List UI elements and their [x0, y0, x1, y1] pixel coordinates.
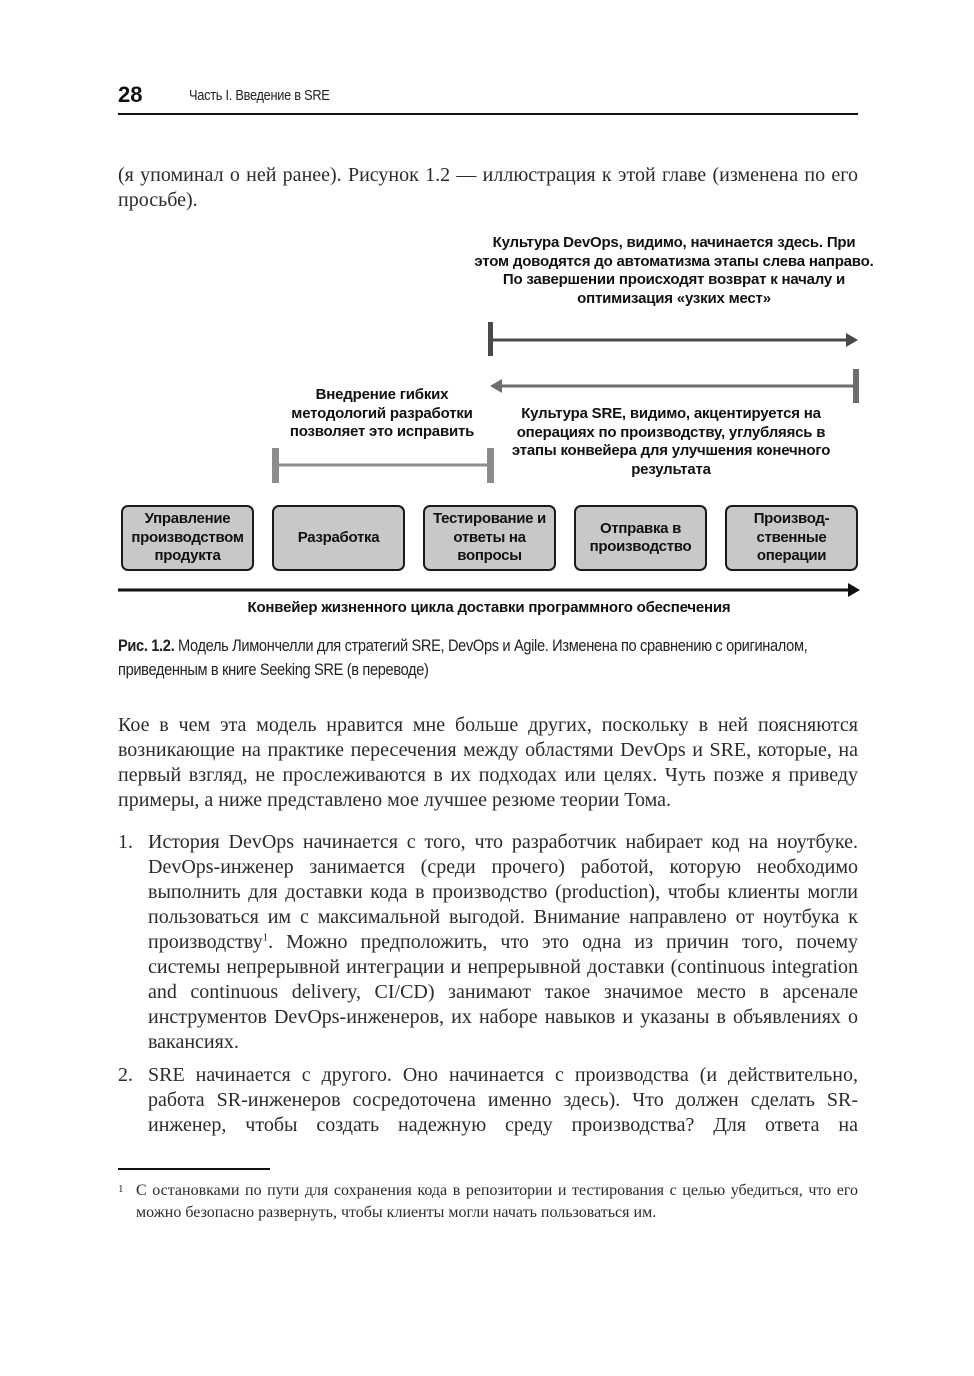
- header-rule: [118, 113, 858, 115]
- sre-arrow-head: [490, 379, 502, 393]
- agile-note: Внедрение гибких методологий разработки позволяет это исправить: [289, 386, 475, 440]
- list-text-part: . Можно предположить, что это одна из причин того, почему системы непрерывной интеграции и непрерывной доставки (continuous integration and continuous delivery, CI/CD) занимают такое значимое место в арсенале инструментов DevOps-инженеров, их наборе навыков и указаны в объявлениях о вакансиях.: [148, 931, 858, 1053]
- stage-development: [272, 505, 405, 571]
- list-number: 2.: [118, 1064, 133, 1086]
- footnote-ref[interactable]: 1: [262, 931, 269, 944]
- stage-product-management: [121, 505, 254, 571]
- stage-label: Управление производством продукта: [131, 510, 244, 565]
- devops-arrow-start-bar: [488, 322, 493, 356]
- running-title: Часть I. Введение в SRE: [189, 87, 330, 104]
- sre-note: Культура SRE, видимо, акцентируется на операциях по производству, углубляясь в этапы конвейера для улучшения конечного результата: [511, 405, 831, 478]
- stage-label: Тестирование и ответы на вопросы: [433, 510, 546, 565]
- intro-paragraph: (я упоминал о ней ранее). Рисунок 1.2 — иллюстрация к этой главе (изменена по его просьбе).: [118, 164, 858, 211]
- agile-bracket-right: [487, 448, 494, 483]
- stage-production-operations: [725, 505, 858, 571]
- list-text-part: История DevOps начинается с того, что разработчик набирает код на ноутбуке. DevOps-инженер занимается (среди прочего) работой, которую необходимо выполнить для доставки кода в производство (production), чтобы клиенты могли пользоваться им с максимальной выгодой. Внимание направлено от ноутбука к производству: [148, 831, 858, 953]
- agile-bracket: [272, 448, 494, 483]
- stage-label: Производ-ственные операции: [753, 510, 830, 565]
- figure-caption: [118, 634, 858, 682]
- list-number: 1.: [118, 831, 133, 853]
- caption-text: Модель Лимончелли для стратегий SRE, DevOps и Agile. Изменена по сравнению с оригиналом, приведенным в книге Seeking SRE (в переводе): [118, 636, 808, 679]
- list-text: SRE начинается с другого. Оно начинается с производства (и действительно, работа SR-инженеров сосредоточена именно здесь). Что должен сделать SR-инженер, чтобы создать надежную среду производства? Для ответа на: [148, 1064, 858, 1136]
- pipeline-arrow: [118, 583, 860, 597]
- devops-note: Культура DevOps, видимо, начинается здесь. При этом доводятся до автоматизма этапы слева направо. По завершении происходят возврат к началу и оптимизация «узких мест»: [474, 234, 874, 307]
- sre-arrow: [490, 369, 859, 403]
- footnote-text: С остановками по пути для сохранения кода в репозитории и тестирования с целью убедиться, что его можно безопасно развернуть, чтобы клиенты могли начать пользоваться им.: [136, 1182, 858, 1221]
- footnote-mark: 1: [118, 1183, 124, 1195]
- stage-label: Отправка в производство: [589, 519, 692, 555]
- agile-bracket-left: [272, 448, 279, 483]
- caption-label: Рис. 1.2.: [118, 636, 175, 655]
- page-number: 28: [118, 82, 143, 107]
- pipeline-label: Конвейер жизненного цикла доставки программного обеспечения: [247, 599, 731, 616]
- running-header: [118, 80, 858, 116]
- devops-arrow-head: [846, 333, 858, 347]
- list-text: [148, 830, 858, 1055]
- stage-deployment: [574, 505, 707, 571]
- footnote-rule: [118, 1168, 270, 1170]
- devops-arrow: [488, 322, 858, 356]
- stage-label: Разработка: [297, 528, 380, 546]
- body-paragraph: Кое в чем эта модель нравится мне больше других, поскольку в ней поясняются возникающие на практике пересечения между областями DevOps и SRE, которые, на первый взгляд, не прослеживаются в их подходах или целях. Чуть позже я приведу примеры, а ниже представлено мое лучшее резюме теории Тома.: [118, 714, 858, 811]
- stage-testing-qa: [423, 505, 556, 571]
- sre-arrow-start-bar: [853, 369, 859, 403]
- pipeline-arrow-head: [848, 583, 860, 597]
